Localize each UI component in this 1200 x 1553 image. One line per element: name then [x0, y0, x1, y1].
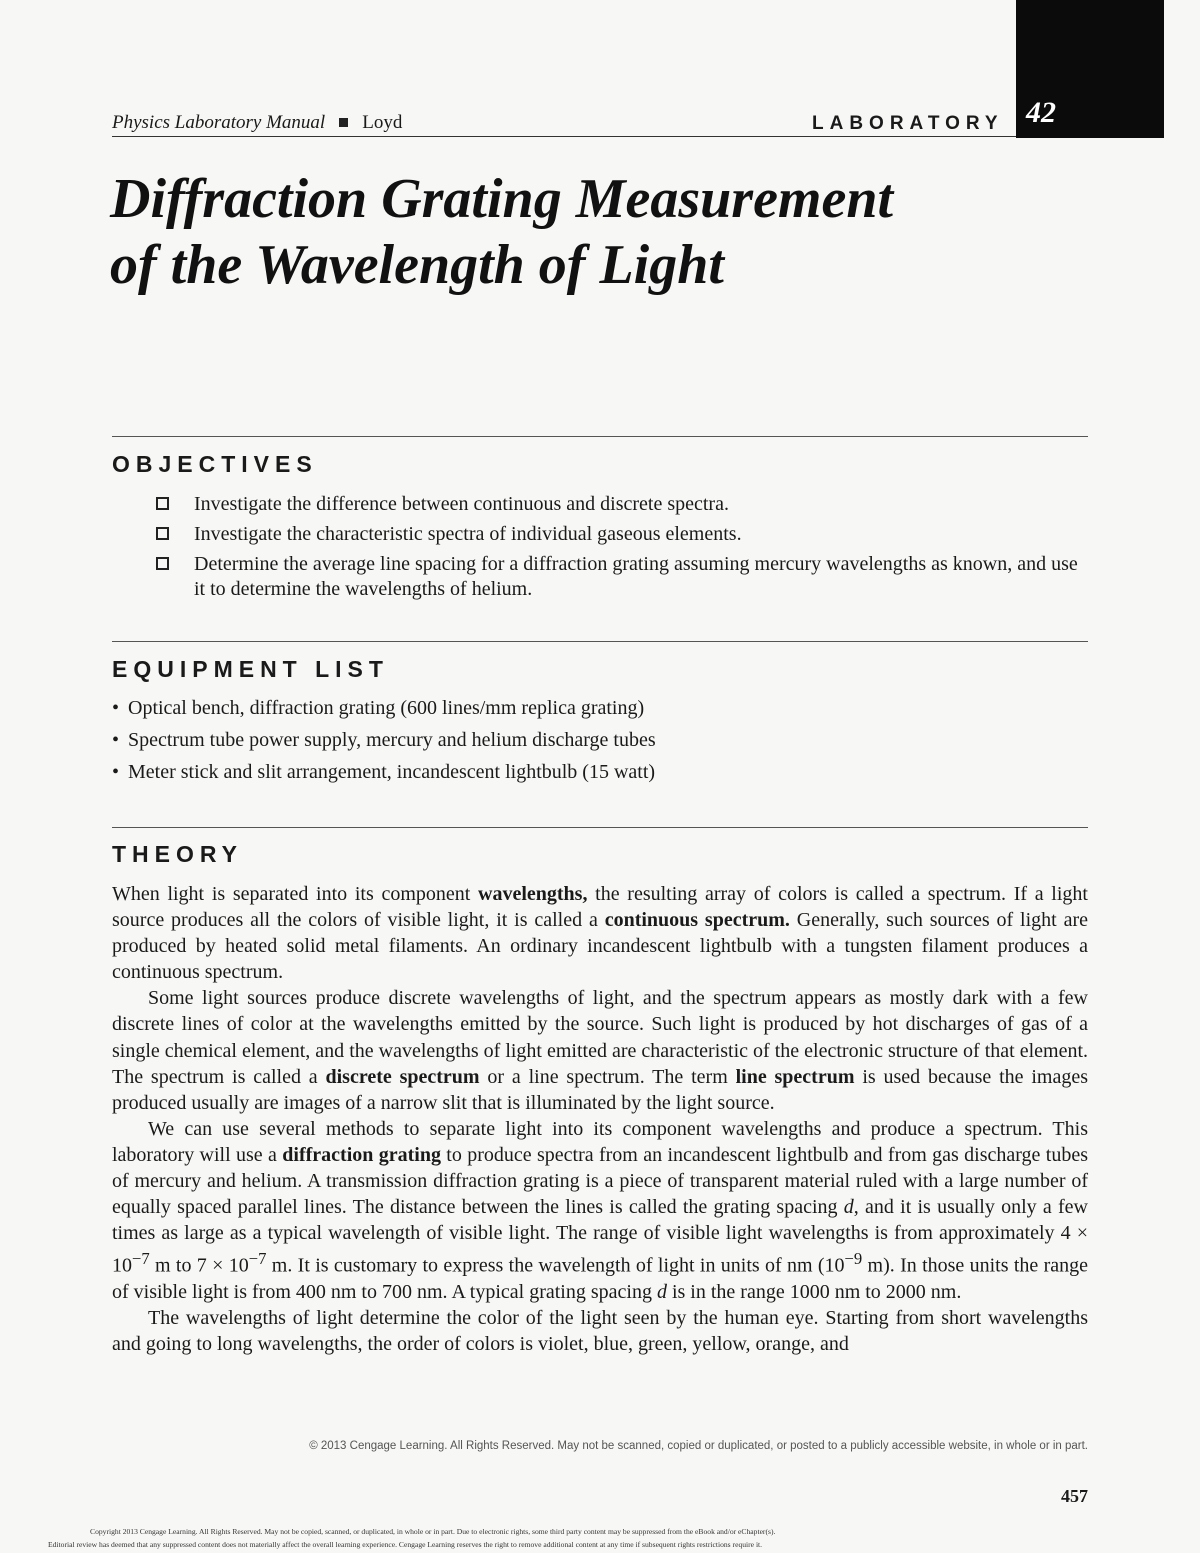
- equipment-text: Meter stick and slit arrangement, incandescent lightbulb (15 watt): [128, 761, 656, 783]
- bullet-icon: •: [112, 729, 120, 751]
- text-run: the resulting array of colors is called a spectrum. If a light source produces all the colors of visible light, it is called a: [112, 883, 1088, 932]
- text-run: is in the range 1000 nm to 2000 nm.: [666, 1281, 962, 1304]
- objective-text: Investigate the difference between continuous and discrete spectra.: [194, 493, 729, 515]
- header-rule: [112, 136, 1016, 137]
- running-header: [112, 112, 402, 134]
- copyright-notice: © 2013 Cengage Learning. All Rights Reserved. May not be scanned, copied or duplicated, or posted to a publicly accessible website, in whole or in part.: [309, 1440, 1088, 1452]
- checkbox-icon: [156, 557, 169, 570]
- section-divider: [112, 641, 1088, 642]
- square-bullet-icon: [339, 118, 348, 127]
- text-run: Some light sources produce discrete wavelengths of light, and the spectrum appears as mostly dark with a few discrete lines of color at the wavelengths emitted by the source. Such light is produced by hot discharges of gas of a single chemical element, and the wavelengths of light emitted are characteristic of the electronic structure of that element. The spectrum is called a: [112, 987, 1088, 1088]
- theory-heading: THEORY: [112, 841, 243, 867]
- theory-paragraph-3: [112, 1116, 1088, 1305]
- text-run: m to 7 × 10: [149, 1254, 249, 1277]
- exponent: −7: [248, 1249, 267, 1269]
- exponent: −7: [132, 1249, 150, 1269]
- bullet-icon: •: [112, 761, 120, 783]
- text-run: m. It is customary to express the wavelength of light in units of nm (10: [266, 1254, 845, 1277]
- list-item: [112, 728, 1072, 753]
- math-variable: d: [656, 1281, 667, 1304]
- bold-term: discrete spectrum: [325, 1065, 480, 1088]
- math-variable: d: [843, 1196, 854, 1219]
- list-item: [112, 696, 1072, 721]
- section-divider: [112, 436, 1088, 437]
- text-run: When light is separated into its component: [112, 883, 479, 905]
- lab-number-tab: [1016, 0, 1164, 138]
- bold-term: diffraction grating: [282, 1143, 441, 1166]
- lab-number: 42: [1026, 96, 1056, 129]
- list-item: [156, 552, 1086, 602]
- page-title: [110, 166, 1070, 298]
- checkbox-icon: [156, 497, 169, 510]
- objective-text: Investigate the characteristic spectra of individual gaseous elements.: [194, 523, 742, 545]
- theory-paragraph-4: The wavelengths of light determine the color of the light seen by the human eye. Starting from short wavelengths and going to long wavelengths, the order of colors is violet, blue, green, yellow, orange, and: [112, 1307, 1088, 1356]
- equipment-heading: EQUIPMENT LIST: [112, 656, 389, 682]
- laboratory-label: LABORATORY: [812, 113, 1004, 134]
- section-divider: [112, 827, 1088, 828]
- book-title: Physics Laboratory Manual: [112, 112, 326, 133]
- legal-notice-line-1: Copyright 2013 Cengage Learning. All Rights Reserved. May not be copied, scanned, or duplicated, in whole or in part. Due to electronic rights, some third party content may be suppressed from the eBook and/or eChapter(s).: [90, 1527, 776, 1536]
- bullet-icon: •: [112, 697, 120, 719]
- title-line-1: Diffraction Grating Measurement: [110, 168, 894, 230]
- text-run: to produce spectra from an incandescent lightbulb and from gas discharge tubes of mercury and helium. A transmission diffraction grating is a piece of transparent material ruled with a large number of equally spaced parallel lines. The distance between the lines is called the grating spacing: [112, 1143, 1089, 1219]
- equipment-text: Spectrum tube power supply, mercury and helium discharge tubes: [128, 729, 656, 751]
- equipment-text: Optical bench, diffraction grating (600 lines/mm replica grating): [128, 697, 645, 719]
- text-run: m). In those units the range of visible light is from 400 nm to 700 nm. A typical grating spacing: [112, 1254, 1088, 1304]
- objectives-list: [156, 492, 1086, 607]
- theory-paragraph-1: [112, 881, 1088, 985]
- objectives-heading: OBJECTIVES: [112, 451, 318, 477]
- bold-term: wavelengths,: [478, 883, 588, 905]
- objective-text: Determine the average line spacing for a diffraction grating assuming mercury wavelengths as known, and use it to determine the wavelengths of helium.: [194, 553, 1078, 600]
- exponent: −9: [844, 1249, 863, 1269]
- text-run: is used because the images produced usually are images of a narrow slit that is illuminated by the light source.: [112, 1065, 1088, 1114]
- checkbox-icon: [156, 527, 169, 540]
- text-run: , and it is usually only a few times as large as a typical wavelength of visible light. The range of visible light wavelengths is from approximately 4 × 10: [112, 1196, 1088, 1277]
- text-run: We can use several methods to separate light into its component wavelengths and produce a spectrum. This laboratory will use a: [112, 1117, 1088, 1166]
- legal-notice-line-2: Editorial review has deemed that any suppressed content does not materially affect the overall learning experience. Cengage Learning reserves the right to remove additional content at any time if subsequent rights restrictions require it.: [48, 1540, 763, 1549]
- text-run: Generally, such sources of light are produced by heated solid metal filaments. An ordinary incandescent lightbulb with a tungsten filament produces a continuous spectrum.: [112, 909, 1088, 984]
- bold-term: line spectrum: [735, 1065, 855, 1088]
- list-item: [112, 760, 1072, 785]
- list-item: [156, 492, 1086, 517]
- text-run: or a line spectrum. The term: [479, 1065, 736, 1088]
- title-line-2: of the Wavelength of Light: [110, 234, 724, 296]
- bold-term: continuous spectrum.: [604, 909, 790, 932]
- theory-body: [112, 881, 1088, 1357]
- page-number: 457: [1061, 1486, 1088, 1506]
- author-name: Loyd: [362, 112, 403, 133]
- theory-paragraph-2: [112, 985, 1088, 1115]
- equipment-list: [112, 696, 1072, 792]
- list-item: [156, 522, 1086, 547]
